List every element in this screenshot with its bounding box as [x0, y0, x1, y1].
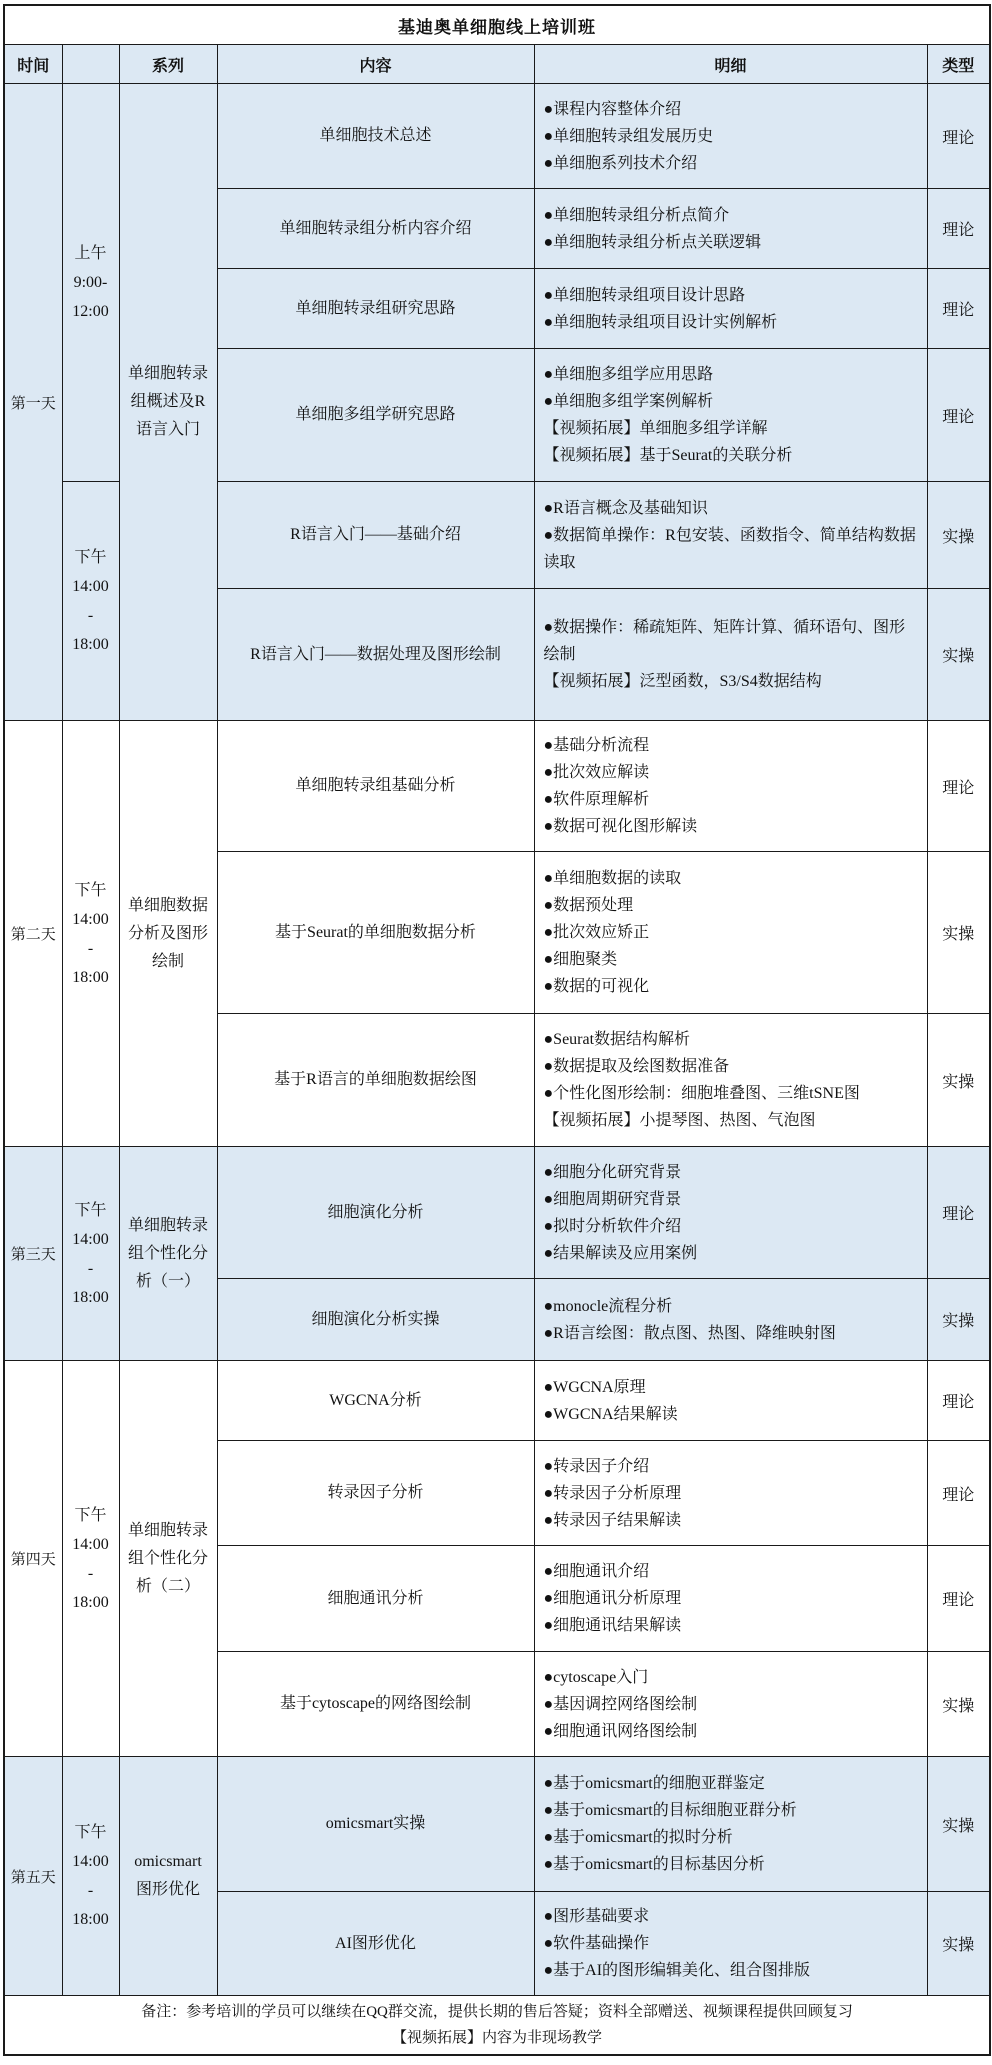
detail-item: ●细胞周期研究背景 [543, 1190, 682, 1208]
detail-list [534, 1147, 927, 1279]
detail-item: ●基于AI的图形编辑美化、组合图排版 [543, 1962, 811, 1979]
detail-list [534, 1279, 927, 1361]
detail-item: ●细胞通讯分析原理 [543, 1590, 682, 1607]
detail-list [534, 84, 927, 189]
series-label: 单细胞转录组个性化分析（二） [119, 1361, 217, 1757]
time-line: 下午 [74, 1824, 107, 1841]
detail-item: ●细胞分化研究背景 [543, 1163, 682, 1181]
detail-item: ●单细胞转录组分析点简介 [543, 206, 730, 224]
type-label: 理论 [927, 1361, 990, 1441]
type-label: 理论 [927, 269, 990, 349]
time-period [62, 721, 119, 1147]
time-line: 下午 [74, 1201, 107, 1219]
col-header-content: 内容 [217, 45, 534, 84]
col-header-empty [62, 45, 119, 84]
detail-item: ●R语言概念及基础知识 [543, 499, 708, 517]
detail-list [534, 1014, 927, 1147]
course-title: R语言入门——基础介绍 [217, 482, 534, 589]
detail-item: ●图形基础要求 [543, 1908, 650, 1925]
time-line: 上午 [74, 245, 107, 262]
detail-item: ●转录因子结果解读 [543, 1511, 682, 1529]
detail-item: 【视频拓展】小提琴图、热图、气泡图 [543, 1112, 816, 1129]
type-label: 实操 [927, 482, 990, 589]
detail-item: ●单细胞转录组项目设计思路 [543, 286, 746, 304]
type-label: 理论 [927, 189, 990, 269]
type-label: 理论 [927, 349, 990, 482]
detail-list [534, 1652, 927, 1757]
detail-list [534, 189, 927, 269]
type-label: 理论 [927, 1147, 990, 1279]
time-line: 18:00 [72, 1288, 109, 1306]
type-label: 实操 [927, 1652, 990, 1757]
detail-item: ●课程内容整体介绍 [543, 100, 682, 118]
time-period [62, 482, 119, 721]
detail-item: ●软件原理解析 [543, 791, 650, 808]
detail-list [534, 269, 927, 349]
course-title: 单细胞转录组基础分析 [217, 721, 534, 852]
time-line: - [87, 1882, 94, 1899]
detail-item: ●个性化图形绘制：细胞堆叠图、三维tSNE图 [543, 1085, 860, 1102]
detail-item: ●单细胞数据的读取 [543, 870, 682, 887]
series-label: 单细胞转录组个性化分析（一） [119, 1147, 217, 1361]
course-title: omicsmart实操 [217, 1757, 534, 1892]
time-line: 下午 [74, 1506, 107, 1524]
detail-item: ●WGCNA原理 [543, 1378, 646, 1396]
time-line: 下午 [74, 549, 107, 566]
time-line: 14:00 [72, 1853, 109, 1870]
series-label: omicsmart图形优化 [119, 1757, 217, 1996]
page-title: 基迪奥单细胞线上培训班 [4, 5, 990, 45]
day-label: 第三天 [4, 1147, 62, 1361]
type-label: 理论 [927, 1546, 990, 1652]
course-title: 细胞通讯分析 [217, 1546, 534, 1652]
detail-item: ●基因调控网络图绘制 [543, 1695, 698, 1713]
detail-item: ●数据预处理 [543, 897, 634, 914]
course-title: 基于Seurat的单细胞数据分析 [217, 852, 534, 1014]
detail-item: ●monocle流程分析 [543, 1297, 673, 1315]
detail-item: ●单细胞多组学案例解析 [543, 393, 714, 410]
day-label: 第二天 [4, 721, 62, 1147]
detail-list [534, 1441, 927, 1546]
type-label: 实操 [927, 1279, 990, 1361]
detail-item: ●基于omicsmart的目标基因分析 [543, 1856, 765, 1873]
course-title: 基于R语言的单细胞数据绘图 [217, 1014, 534, 1147]
time-line: - [87, 939, 94, 957]
footer-note [4, 1996, 990, 2056]
detail-item: 【视频拓展】单细胞多组学详解 [543, 420, 768, 437]
type-label: 理论 [927, 1441, 990, 1546]
time-line: 18:00 [72, 636, 109, 653]
course-title: AI图形优化 [217, 1892, 534, 1996]
detail-item: ●单细胞转录组发展历史 [543, 127, 714, 145]
course-title: 单细胞转录组分析内容介绍 [217, 189, 534, 269]
detail-list [534, 1361, 927, 1441]
footer-line: 【视频拓展】内容为非现场教学 [392, 2030, 603, 2046]
detail-item: ●数据操作：稀疏矩阵、矩阵计算、循环语句、图形绘制 [543, 619, 906, 663]
day-label: 第四天 [4, 1361, 62, 1757]
col-header-type: 类型 [927, 45, 990, 84]
detail-item: ●细胞聚类 [543, 951, 618, 968]
detail-item: ●批次效应矫正 [543, 924, 650, 941]
detail-item: ●基于omicsmart的目标细胞亚群分析 [543, 1802, 797, 1819]
type-label: 实操 [927, 589, 990, 721]
footer-line: 备注：参考培训的学员可以继续在QQ群交流，提供长期的售后答疑；资料全部赠送、视频课程提供回顾复习 [141, 2004, 853, 2020]
detail-item: ●转录因子分析原理 [543, 1484, 682, 1502]
detail-item: ●WGCNA结果解读 [543, 1405, 678, 1423]
type-label: 实操 [927, 852, 990, 1014]
detail-item: ●软件基础操作 [543, 1935, 650, 1952]
course-title: 单细胞多组学研究思路 [217, 349, 534, 482]
time-line: 18:00 [72, 1911, 109, 1928]
detail-list [534, 721, 927, 852]
detail-item: ●cytoscape入门 [543, 1668, 649, 1686]
course-title: R语言入门——数据处理及图形绘制 [217, 589, 534, 721]
course-title: 单细胞转录组研究思路 [217, 269, 534, 349]
detail-item: ●基础分析流程 [543, 737, 650, 754]
detail-item: ●单细胞转录组项目设计实例解析 [543, 313, 778, 331]
detail-list [534, 1892, 927, 1996]
course-title: 细胞演化分析 [217, 1147, 534, 1279]
time-period [62, 84, 119, 482]
detail-list [534, 482, 927, 589]
schedule-table [3, 4, 991, 2056]
detail-item: ●批次效应解读 [543, 764, 650, 781]
schedule-body [4, 84, 990, 1996]
detail-item: ●单细胞系列技术介绍 [543, 154, 698, 172]
type-label: 理论 [927, 84, 990, 189]
detail-item: ●细胞通讯介绍 [543, 1563, 650, 1580]
time-line: 9:00- [73, 274, 108, 291]
detail-item: 【视频拓展】泛型函数，S3/S4数据结构 [543, 673, 822, 690]
detail-item: ●转录因子介绍 [543, 1457, 650, 1475]
detail-item: ●基于omicsmart的拟时分析 [543, 1829, 733, 1846]
series-label: 单细胞数据分析及图形绘制 [119, 721, 217, 1147]
col-header-series: 系列 [119, 45, 217, 84]
time-period [62, 1361, 119, 1757]
course-title: 细胞演化分析实操 [217, 1279, 534, 1361]
time-period [62, 1757, 119, 1996]
type-label: 理论 [927, 721, 990, 852]
detail-item: ●数据的可视化 [543, 978, 650, 995]
time-line: - [87, 1564, 94, 1582]
time-line: - [87, 1259, 94, 1277]
detail-item: ●Seurat数据结构解析 [543, 1031, 691, 1048]
course-title: WGCNA分析 [217, 1361, 534, 1441]
detail-list [534, 1757, 927, 1892]
time-period [62, 1147, 119, 1361]
time-line: 14:00 [72, 1535, 109, 1553]
detail-list [534, 852, 927, 1014]
detail-item: ●基于omicsmart的细胞亚群鉴定 [543, 1775, 765, 1792]
time-line: 12:00 [72, 303, 109, 320]
type-label: 实操 [927, 1757, 990, 1892]
detail-item: ●细胞通讯网络图绘制 [543, 1722, 698, 1740]
detail-item: ●细胞通讯结果解读 [543, 1617, 682, 1634]
detail-list [534, 349, 927, 482]
time-line: 14:00 [72, 578, 109, 595]
detail-list [534, 589, 927, 721]
detail-list [534, 1546, 927, 1652]
series-label: 单细胞转录组概述及R语言入门 [119, 84, 217, 721]
col-header-detail: 明细 [534, 45, 927, 84]
time-line: 14:00 [72, 1230, 109, 1248]
col-header-time: 时间 [4, 45, 62, 84]
detail-item: ●结果解读及应用案例 [543, 1244, 698, 1262]
detail-item: ●数据可视化图形解读 [543, 818, 698, 835]
detail-item: 【视频拓展】基于Seurat的关联分析 [543, 447, 793, 464]
time-line: - [87, 607, 94, 624]
day-label: 第一天 [4, 84, 62, 721]
detail-item: ●单细胞转录组分析点关联逻辑 [543, 233, 762, 251]
detail-item: ●拟时分析软件介绍 [543, 1217, 682, 1235]
detail-item: ●单细胞多组学应用思路 [543, 366, 714, 383]
time-line: 18:00 [72, 968, 109, 986]
day-label: 第五天 [4, 1757, 62, 1996]
detail-item: ●数据简单操作：R包安装、函数指令、简单结构数据读取 [543, 526, 916, 571]
type-label: 实操 [927, 1892, 990, 1996]
time-line: 下午 [74, 881, 107, 899]
course-title: 单细胞技术总述 [217, 84, 534, 189]
time-line: 14:00 [72, 910, 109, 928]
detail-item: ●R语言绘图：散点图、热图、降维映射图 [543, 1324, 836, 1342]
type-label: 实操 [927, 1014, 990, 1147]
course-title: 基于cytoscape的网络图绘制 [217, 1652, 534, 1757]
time-line: 18:00 [72, 1593, 109, 1611]
detail-item: ●数据提取及绘图数据准备 [543, 1058, 730, 1075]
course-title: 转录因子分析 [217, 1441, 534, 1546]
